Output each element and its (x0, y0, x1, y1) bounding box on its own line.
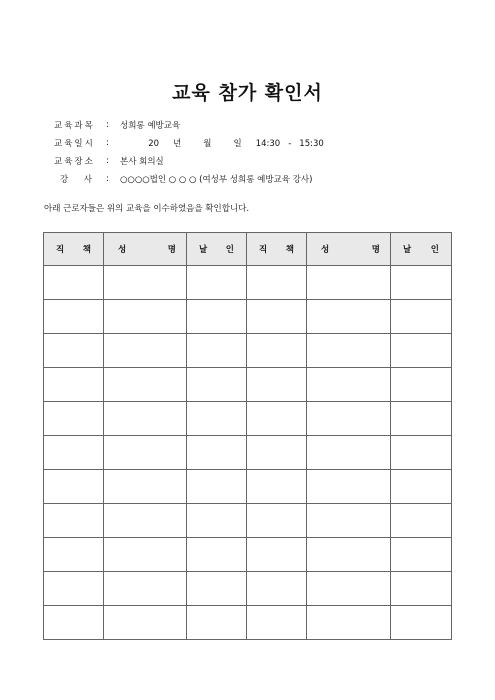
table-cell[interactable] (391, 402, 452, 436)
course-info (54, 116, 324, 188)
table-cell[interactable] (104, 504, 187, 538)
document-title: 교육 참가 확인서 (172, 82, 323, 104)
table-cell[interactable] (307, 504, 391, 538)
header-signature: 날 인 (391, 233, 452, 266)
table-cell[interactable] (391, 538, 452, 572)
table-cell[interactable] (391, 368, 452, 402)
table-cell[interactable] (44, 504, 104, 538)
table-cell[interactable] (104, 436, 187, 470)
table-row (44, 402, 452, 436)
table-row (44, 266, 452, 300)
table-cell[interactable] (391, 300, 452, 334)
table-cell[interactable] (44, 402, 104, 436)
date-month-unit: 월 (203, 139, 212, 149)
table-cell[interactable] (104, 572, 187, 606)
header-signature: 날 인 (187, 233, 247, 266)
header-name: 성 명 (104, 233, 187, 266)
table-cell[interactable] (247, 368, 307, 402)
table-cell[interactable] (247, 504, 307, 538)
course-place-label: 교육장소 (54, 157, 95, 167)
colon: : (106, 174, 109, 184)
date-day-unit: 일 (233, 139, 242, 149)
table-cell[interactable] (44, 606, 104, 640)
table-cell[interactable] (391, 504, 452, 538)
table-row (44, 334, 452, 368)
table-cell[interactable] (247, 572, 307, 606)
course-datetime-label: 교육일시 (54, 139, 95, 149)
table-row (44, 470, 452, 504)
table-cell[interactable] (104, 334, 187, 368)
table-cell[interactable] (307, 606, 391, 640)
course-lecturer-value: ○○○○법인 ○ ○ ○ (여성부 성희롱 예방교육 강사) (120, 175, 313, 185)
table-cell[interactable] (247, 470, 307, 504)
table-cell[interactable] (307, 368, 391, 402)
table-cell[interactable] (104, 606, 187, 640)
course-place-value: 본사 회의실 (120, 157, 164, 167)
table-cell[interactable] (307, 470, 391, 504)
table-cell[interactable] (104, 300, 187, 334)
table-cell[interactable] (187, 266, 247, 300)
table-cell[interactable] (44, 266, 104, 300)
table-cell[interactable] (104, 266, 187, 300)
header-position: 직 책 (247, 233, 307, 266)
table-cell[interactable] (187, 334, 247, 368)
lecturer-label-part: 강 (60, 175, 71, 185)
colon: : (106, 156, 109, 166)
table-cell[interactable] (307, 266, 391, 300)
date-year-unit: 년 (173, 139, 182, 149)
table-header-row (44, 233, 452, 266)
table-cell[interactable] (307, 436, 391, 470)
time-end: 15:30 (299, 139, 324, 149)
table-cell[interactable] (187, 470, 247, 504)
table-cell[interactable] (104, 402, 187, 436)
table-row (44, 504, 452, 538)
table-cell[interactable] (247, 606, 307, 640)
table-cell[interactable] (44, 334, 104, 368)
table-row (44, 606, 452, 640)
colon: : (106, 138, 109, 148)
table-cell[interactable] (44, 572, 104, 606)
table-cell[interactable] (104, 470, 187, 504)
table-cell[interactable] (187, 606, 247, 640)
table-cell[interactable] (247, 538, 307, 572)
table-cell[interactable] (391, 436, 452, 470)
table-cell[interactable] (187, 300, 247, 334)
table-cell[interactable] (307, 572, 391, 606)
colon: : (106, 120, 109, 130)
lecturer-label-part: 사 (83, 175, 94, 185)
table-cell[interactable] (247, 436, 307, 470)
date-year: 20 (148, 139, 160, 149)
time-separator: - (288, 139, 292, 149)
table-cell[interactable] (307, 300, 391, 334)
attendance-table (43, 232, 452, 640)
table-row (44, 436, 452, 470)
completion-notice: 아래 근로자들은 위의 교육을 이수하였음을 확인합니다. (44, 204, 250, 214)
table-cell[interactable] (44, 436, 104, 470)
table-cell[interactable] (104, 538, 187, 572)
table-cell[interactable] (307, 334, 391, 368)
table-row (44, 368, 452, 402)
table-cell[interactable] (187, 402, 247, 436)
table-cell[interactable] (391, 606, 452, 640)
table-cell[interactable] (247, 334, 307, 368)
table-cell[interactable] (44, 300, 104, 334)
table-cell[interactable] (307, 402, 391, 436)
table-cell[interactable] (44, 538, 104, 572)
course-subject-value: 성희롱 예방교육 (120, 121, 181, 131)
table-cell[interactable] (391, 470, 452, 504)
table-cell[interactable] (44, 368, 104, 402)
table-cell[interactable] (104, 368, 187, 402)
course-lecturer-row (54, 170, 324, 188)
table-cell[interactable] (187, 368, 247, 402)
table-cell[interactable] (391, 572, 452, 606)
table-cell[interactable] (187, 572, 247, 606)
table-cell[interactable] (247, 300, 307, 334)
header-name: 성 명 (307, 233, 391, 266)
course-datetime-row (54, 134, 324, 152)
table-row (44, 572, 452, 606)
table-cell[interactable] (44, 470, 104, 504)
header-position: 직 책 (44, 233, 104, 266)
table-cell[interactable] (187, 504, 247, 538)
table-cell[interactable] (391, 334, 452, 368)
table-row (44, 300, 452, 334)
table-row (44, 538, 452, 572)
course-subject-label: 교육과목 (54, 121, 95, 131)
table-cell[interactable] (307, 538, 391, 572)
table-cell[interactable] (187, 436, 247, 470)
table-cell[interactable] (187, 538, 247, 572)
course-lecturer-label (54, 173, 94, 185)
table-cell[interactable] (247, 402, 307, 436)
table-cell[interactable] (247, 266, 307, 300)
table-cell[interactable] (391, 266, 452, 300)
time-start: 14:30 (255, 139, 281, 149)
